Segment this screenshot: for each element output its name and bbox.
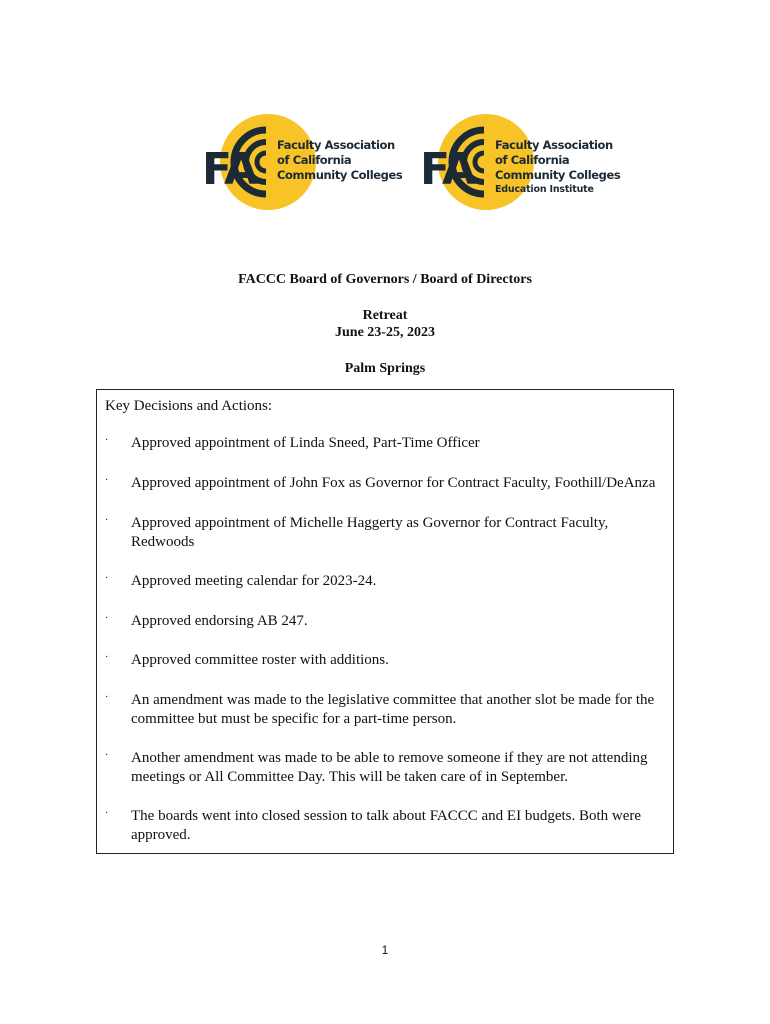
item-text: Approved endorsing AB 247. <box>131 613 308 629</box>
logo-line: of California <box>277 153 352 167</box>
logo-line: Community Colleges <box>277 168 403 182</box>
item-text: Another amendment was made to be able to remove someone if they are not attending meetings or All Committee Day. This will be taken care of in September. <box>131 750 648 785</box>
bullet-icon: · <box>105 515 109 526</box>
item-text: Approved appointment of Linda Sneed, Part-Time Officer <box>131 435 480 451</box>
event-dates: June 23-25, 2023 <box>335 325 435 340</box>
logo-line: Faculty Association <box>277 138 395 152</box>
facc-logo <box>200 112 403 212</box>
item-text: Approved appointment of John Fox as Governor for Contract Faculty, Foothill/DeAnza <box>131 475 656 491</box>
logo-line: Faculty Association <box>495 138 613 152</box>
bullet-icon: · <box>105 475 109 486</box>
page-number: 1 <box>381 943 389 957</box>
decisions-title: Key Decisions and Actions: <box>105 398 273 414</box>
item-text: An amendment was made to the legislative committee that another slot be made for the committee but must be specific for a part-time person. <box>131 692 655 727</box>
logo-line: of California <box>495 153 570 167</box>
event-location: Palm Springs <box>344 361 426 376</box>
bullet-icon: · <box>105 692 109 703</box>
facc-ei-logo <box>418 112 621 212</box>
bullet-icon: · <box>105 613 109 624</box>
logo-mark: FA <box>202 144 256 195</box>
logo-line: Community Colleges <box>495 168 621 182</box>
event-name: Retreat <box>362 308 408 323</box>
logo-wordmark <box>495 138 620 197</box>
bullet-icon: · <box>105 808 109 819</box>
document-title: FACCC Board of Governors / Board of Directors <box>238 272 532 287</box>
logo-mark: FA <box>420 144 474 195</box>
item-text: The boards went into closed session to talk about FACCC and EI budgets. Both were approved. <box>131 808 642 843</box>
logo-wordmark <box>277 138 402 183</box>
item-text: Approved committee roster with additions. <box>131 652 389 668</box>
item-text: Approved meeting calendar for 2023-24. <box>131 573 377 589</box>
item-text: Approved appointment of Michelle Haggerty as Governor for Contract Faculty, Redwoods <box>131 515 609 550</box>
bullet-icon: · <box>105 573 109 584</box>
bullet-icon: · <box>105 652 109 663</box>
logo-subtitle: Education Institute <box>495 184 594 195</box>
bullet-icon: · <box>105 750 109 761</box>
bullet-icon: · <box>105 435 109 446</box>
decisions-box <box>96 389 674 854</box>
